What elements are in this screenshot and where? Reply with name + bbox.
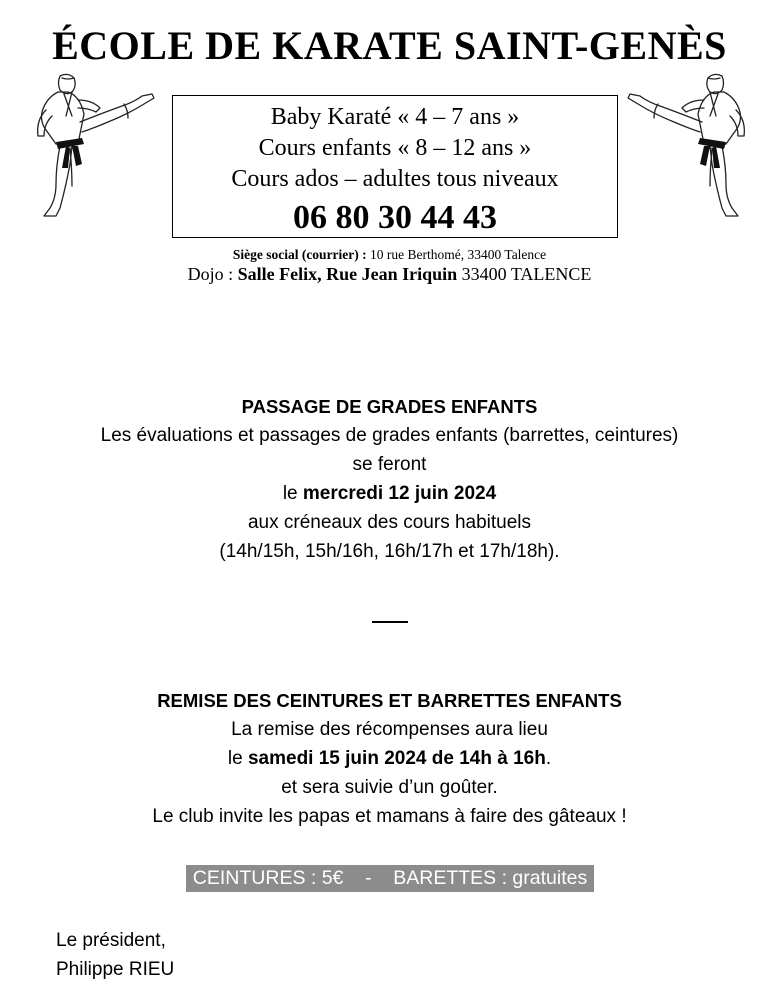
karateka-kicking-illustration-right — [622, 70, 762, 225]
belt-ceremony-section — [0, 686, 779, 831]
head-office-street: 10 rue Berthomé, 33400 Talence — [366, 247, 547, 262]
course-children: Cours enfants « 8 – 12 ans » — [258, 135, 532, 161]
dojo-label: Dojo : — [187, 264, 238, 284]
belt-ceremony-line-3: et sera suivie d’un goûter. — [281, 777, 498, 798]
belt-ceremony-line-1: La remise des récompenses aura lieu — [231, 719, 548, 740]
belt-ceremony-date-line — [0, 744, 779, 773]
grades-date-line — [0, 479, 779, 508]
grades-description: Les évaluations et passages de grades enfants (barrettes, ceintures) — [100, 425, 679, 446]
courses-info-box — [172, 95, 618, 238]
phone-number: 06 80 30 44 43 — [293, 199, 497, 236]
grades-line-2: se feront — [352, 454, 427, 475]
dojo-place: Salle Felix, Rue Jean Iriquin — [237, 264, 458, 284]
grades-time-slots: (14h/15h, 15h/16h, 16h/17h et 17h/18h). — [219, 541, 560, 562]
belt-ceremony-date-suffix: . — [545, 748, 552, 769]
signature — [56, 926, 174, 984]
grades-line-4: aux créneaux des cours habituels — [247, 512, 532, 533]
course-baby: Baby Karaté « 4 – 7 ans » — [270, 104, 520, 130]
course-teens-adults: Cours ados – adultes tous niveaux — [231, 166, 559, 192]
head-office-address — [0, 246, 779, 263]
section-separator — [372, 621, 408, 623]
grades-date-prefix: le — [282, 483, 303, 504]
karateka-kicking-illustration-left — [20, 70, 160, 225]
signature-role: Le président, — [56, 930, 166, 951]
belt-ceremony-heading: REMISE DES CEINTURES ET BARRETTES ENFANTS — [157, 690, 622, 711]
signature-name: Philippe RIEU — [56, 959, 175, 980]
belt-ceremony-date: samedi 15 juin 2024 de 14h à 16h — [247, 748, 546, 769]
grades-heading: PASSAGE DE GRADES ENFANTS — [241, 396, 538, 417]
belt-ceremony-date-prefix: le — [227, 748, 248, 769]
price-banner: CEINTURES : 5€ - BARETTES : gratuites — [186, 865, 594, 892]
school-title: ÉCOLE DE KARATE SAINT-GENÈS — [52, 23, 727, 68]
grades-date: mercredi 12 juin 2024 — [302, 483, 497, 504]
belt-ceremony-line-4: Le club invite les papas et mamans à faire des gâteaux ! — [152, 806, 627, 827]
dojo-address — [0, 263, 779, 286]
head-office-label: Siège social (courrier) : — [232, 247, 367, 262]
dojo-city: 33400 TALENCE — [457, 264, 592, 284]
grades-section — [0, 392, 779, 566]
